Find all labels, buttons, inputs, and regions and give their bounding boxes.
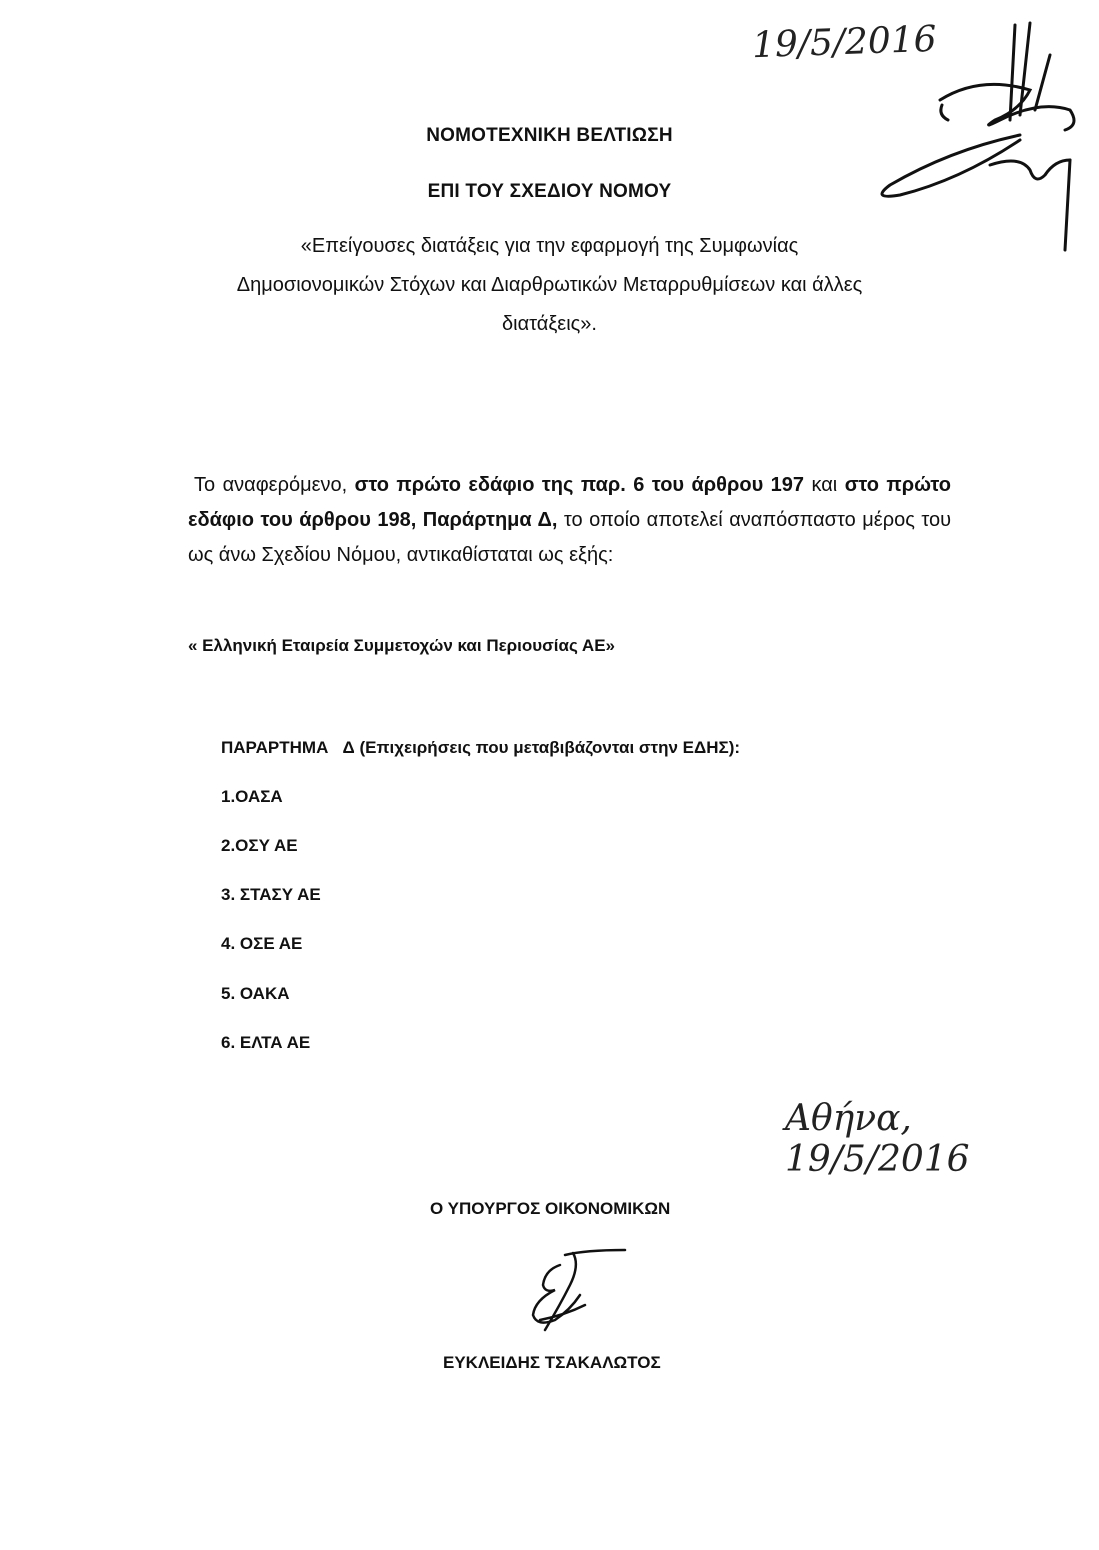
document-title: ΝΟΜΟΤΕΧΝΙΚΗ ΒΕΛΤΙΩΣΗ xyxy=(426,125,673,146)
paragraph-text: το οποίο αποτελεί αναπόσπαστο μέρος του ως άνω Σχεδίου Νόμου, αντικαθίσταται ως εξής: xyxy=(188,509,952,566)
amendment-paragraph xyxy=(188,468,951,573)
annex-heading xyxy=(221,738,740,758)
paragraph-reference: στο πρώτο εδάφιο του άρθρου 198, Παράρτημα Δ, xyxy=(188,474,952,531)
annex-item: 1.ΟΑΣΑ xyxy=(221,787,283,806)
replacement-text: « Ελληνική Εταιρεία Συμμετοχών και Περιουσίας ΑΕ» xyxy=(188,636,615,655)
annex-label: ΠΑΡΑΡΤΗΜΑ xyxy=(221,738,329,757)
document-subtitle: ΕΠΙ ΤΟΥ ΣΧΕΔΙΟΥ ΝΟΜΟΥ xyxy=(427,181,672,202)
minister-name: ΕΥΚΛΕΙΔΗΣ ΤΣΑΚΑΛΩΤΟΣ xyxy=(443,1353,661,1372)
bill-title-line: «Επείγουσες διατάξεις για την εφαρμογή της Συμφωνίας xyxy=(300,235,799,257)
minister-title: Ο ΥΠΟΥΡΓΟΣ ΟΙΚΟΝΟΜΙΚΩΝ xyxy=(430,1199,671,1218)
bill-title-line: διατάξεις». xyxy=(502,313,597,335)
annex-item: 3. ΣΤΑΣΥ ΑΕ xyxy=(221,885,321,904)
annex-item: 5. ΟΑΚΑ xyxy=(221,984,290,1003)
bill-title xyxy=(0,227,1099,344)
minister-signature xyxy=(525,1245,635,1345)
paragraph-reference: στο πρώτο εδάφιο της παρ. 6 του άρθρου 197 xyxy=(354,474,805,496)
paragraph-text: και xyxy=(804,474,845,496)
bill-title-line: Δημοσιονομικών Στόχων και Διαρθρωτικών Μεταρρυθμίσεων και άλλες xyxy=(236,274,863,296)
handwritten-place-date: Αθήνα, 19/5/2016 xyxy=(785,1098,970,1180)
annex-item: 2.ΟΣΥ ΑΕ xyxy=(221,836,298,855)
paragraph-text: Το αναφερόμενο, xyxy=(194,474,355,496)
handwritten-top-date: 19/5/2016 xyxy=(751,18,938,67)
annex-item: 4. ΟΣΕ ΑΕ xyxy=(221,934,303,953)
annex-description: Δ (Επιχειρήσεις που μεταβιβάζονται στην ΕΔΗΣ): xyxy=(342,738,741,757)
annex-item: 6. ΕΛΤΑ ΑΕ xyxy=(221,1033,311,1052)
